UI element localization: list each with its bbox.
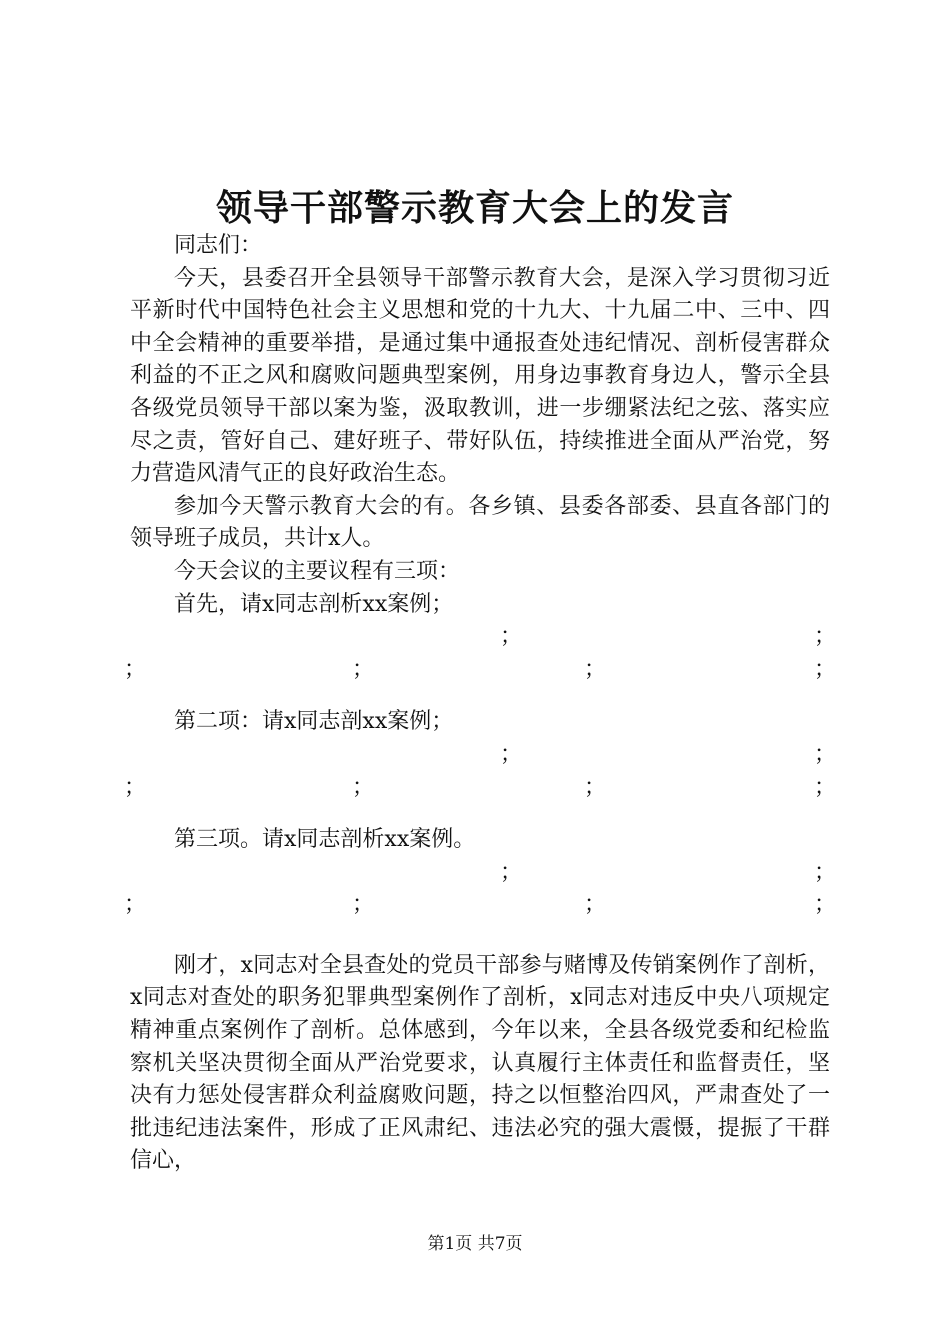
semicolon-mark: ； [584,774,607,800]
semicolon-mark: ； [500,859,523,885]
blank-line [130,621,837,654]
semicolon-mark: ； [814,741,837,767]
document-title: 领导干部警示教育大会上的发言 [215,187,734,229]
spacer [130,686,830,706]
semicolon-mark: ； [814,774,837,800]
paragraph-summary: 刚才，x同志对全县查处的党员干部参与赌博及传销案例作了剖析，x同志对查处的职务犯罪典型案例作了剖析，x同志对违反中央八项规定精神重点案例作了剖析。总体感到，今年以来，全县各级党委和纪检监察机关坚决贯彻全面从严治党要求，认真履行主体责任和监督责任，坚决有力惩处侵害群众利益腐败问题，持之以恒整治四风，严肃查处了一批违纪违法案件，形成了正风肃纪、违法必究的强大震慑，提振了干群信心， [130,952,830,1174]
semicolon-mark: ； [500,624,523,650]
blank-line [124,889,837,922]
spacer [130,922,830,950]
paragraph-attendees: 参加今天警示教育大会的有。各乡镇、县委各部委、县直各部门的领导班子成员，共计x人。 [130,493,830,552]
blank-line [124,772,837,805]
blank-line [130,739,837,772]
semicolon-mark: ； [584,892,607,918]
semicolon-mark: ； [352,656,375,682]
semicolon-mark: ； [814,892,837,918]
semicolon-mark: ； [584,656,607,682]
semicolon-mark: ； [352,774,375,800]
document-body [124,230,837,1178]
semicolon-mark: ； [124,774,147,800]
semicolon-mark: ； [352,892,375,918]
agenda-item-1: 首先，请x同志剖析xx案例； [174,591,454,617]
paragraph-intro: 今天，县委召开全县领导干部警示教育大会，是深入学习贯彻习近平新时代中国特色社会主义思想和党的十九大、十九届二中、三中、四中全会精神的重要举措，是通过集中通报查处违纪情况、剖析侵害群众利益的不正之风和腐败问题典型案例，用身边事教育身边人，警示全县各级党员领导干部以案为鉴，汲取教训，进一步绷紧法纪之弦、落实应尽之责，管好自己、建好班子、带好队伍，持续推进全面从严治党，努力营造风清气正的良好政治生态。 [130,265,830,487]
semicolon-mark: ； [814,859,837,885]
agenda-item-2: 第二项：请x同志剖xx案例； [174,709,454,735]
semicolon-mark: ； [814,624,837,650]
semicolon-mark: ； [124,892,147,918]
spacer [130,804,830,824]
blank-line [124,654,837,687]
semicolon-mark: ； [814,656,837,682]
paragraph-agenda-intro: 今天会议的主要议程有三项： [174,558,461,584]
blank-line [130,857,837,890]
semicolon-mark: ； [124,656,147,682]
agenda-item-3: 第三项。请x同志剖析xx案例。 [174,827,476,853]
semicolon-mark: ； [500,741,523,767]
page-number: 第1页 共7页 [427,1234,523,1254]
greeting: 同志们： [174,233,263,258]
